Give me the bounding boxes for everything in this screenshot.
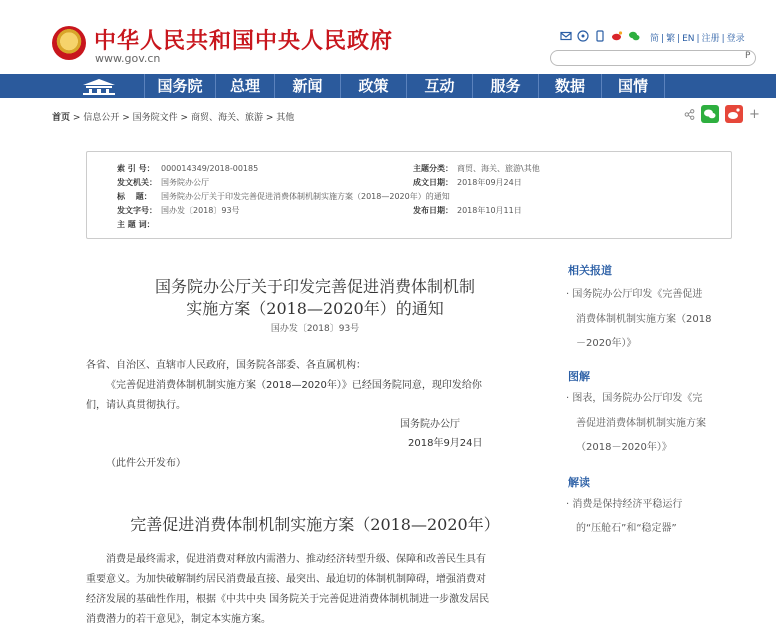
search-input[interactable]: [550, 50, 756, 66]
info-topic-row: [413, 163, 540, 174]
breadcrumb-separator: >: [180, 113, 189, 123]
related-link-line2[interactable]: 消费体制机制实施方案（2018: [576, 314, 712, 325]
breadcrumb-trade-customs-tourism[interactable]: 商贸、海关、旅游: [190, 113, 263, 123]
nav-interaction[interactable]: 互动: [407, 74, 473, 98]
breadcrumb-separator: >: [122, 113, 130, 123]
nav-state-council[interactable]: 国务院: [145, 74, 216, 98]
site-url: www.gov.cn: [95, 52, 161, 65]
mail-icon[interactable]: [560, 30, 572, 42]
paragraph-1-line1: 《完善促进消费体制机制实施方案（2018—2020年）》已经国务院同意，现印发给你: [106, 380, 482, 391]
weibo-icon[interactable]: [611, 30, 623, 42]
notice-title-line1: 国务院办公厅关于印发完善促进消费体制机制: [154, 277, 475, 296]
nav-policy[interactable]: 政策: [341, 74, 407, 98]
mobile-icon[interactable]: [594, 30, 606, 42]
info-topic-label: 主题分类：: [413, 164, 453, 173]
breadcrumb-home[interactable]: 首页: [52, 113, 71, 123]
breadcrumb-state-docs[interactable]: 国务院文件: [132, 113, 178, 123]
interpretation-link-line1[interactable]: · 消费是保持经济平稳运行: [566, 499, 683, 510]
info-issuer-value: 国务院办公厅: [161, 178, 209, 187]
info-issuer-label: 发文机关：: [117, 178, 157, 187]
search-icon[interactable]: P: [745, 51, 751, 61]
breadcrumb-info-public[interactable]: 信息公开: [83, 113, 120, 123]
body-line2: 重要意义。为加快破解制约居民消费最直接、最突出、最迫切的体制机制障碍，增强消费对: [86, 574, 486, 585]
info-index-row: [117, 163, 258, 174]
share-more-plus[interactable]: +: [749, 106, 760, 122]
info-docno-value: 国办发〔2018〕93号: [161, 206, 240, 215]
notice-title-line2: 实施方案（2018—2020年）的通知: [186, 299, 444, 318]
info-published-label: 发布日期：: [413, 206, 453, 215]
share-bar: [684, 105, 760, 123]
nav-data[interactable]: 数据: [539, 74, 602, 98]
info-keywords-row: [117, 219, 161, 230]
rss-icon[interactable]: [577, 30, 589, 42]
breadcrumb-separator: >: [265, 113, 274, 123]
signer: 国务院办公厅: [400, 419, 460, 430]
related-reports-heading: 相关报道: [568, 264, 612, 277]
breadcrumb: [52, 110, 294, 123]
doc-number: 国办发〔2018〕93号: [270, 324, 360, 334]
wechat-icon[interactable]: [628, 30, 640, 42]
graphic-link-line1[interactable]: · 图表，国务院办公厅印发《完: [566, 393, 703, 404]
breadcrumb-separator: >: [72, 113, 81, 123]
info-published-row: [413, 205, 522, 216]
info-title-row: [117, 191, 450, 202]
info-index-value: 000014349/2018-00185: [161, 164, 259, 173]
info-issuer-row: [117, 177, 209, 188]
info-docno-label: 发文字号：: [117, 206, 157, 215]
login-link[interactable]: 登录: [726, 34, 745, 44]
notice-title: [120, 276, 510, 320]
breadcrumb-other[interactable]: 其他: [276, 113, 295, 123]
graphic-link-line3[interactable]: （2018－2020年）》: [576, 442, 672, 453]
salutation: 各省、自治区、直辖市人民政府，国务院各部委、各直属机构：: [86, 360, 366, 371]
share-icon[interactable]: [684, 109, 695, 120]
graphic-link-line2[interactable]: 善促进消费体制机制实施方案: [576, 418, 706, 429]
nav-home-icon[interactable]: [54, 74, 145, 98]
register-link[interactable]: 注册: [701, 34, 720, 44]
sign-date: 2018年9月24日: [408, 438, 483, 449]
info-written-label: 成文日期：: [413, 178, 453, 187]
info-docno-row: [117, 205, 240, 216]
info-keywords-label: 主 题 词：: [117, 220, 155, 229]
graphic-heading: 图解: [568, 370, 590, 383]
english-link[interactable]: EN: [682, 34, 695, 44]
national-emblem-logo[interactable]: [52, 26, 86, 60]
interpretation-link-line2[interactable]: 的“压舱石”和“稳定器”: [576, 523, 677, 534]
plan-title: 完善促进消费体制机制实施方案（2018—2020年）: [130, 515, 500, 534]
paragraph-1-line2: 们，请认真贯彻执行。: [86, 400, 186, 411]
body-line4: 消费潜力的若干意见》，制定本实施方案。: [86, 614, 271, 625]
main-nav: [0, 74, 776, 98]
related-link-line1[interactable]: · 国务院办公厅印发《完善促进: [566, 289, 703, 300]
info-title-value: 国务院办公厅关于印发完善促进消费体制机制实施方案（2018—2020年）的通知: [161, 192, 450, 201]
interpretation-heading: 解读: [568, 476, 590, 489]
related-link-line3[interactable]: －2020年）》: [576, 338, 637, 349]
info-index-label: 索 引 号：: [117, 164, 155, 173]
info-topic-value: 商贸、海关、旅游\其他: [457, 164, 540, 173]
simplified-link[interactable]: 简: [650, 34, 660, 44]
info-published-value: 2018年10月11日: [457, 206, 522, 215]
document-info-box: [86, 151, 732, 239]
body-line1: 消费是最终需求，促进消费对释放内需潜力、推动经济转型升级、保障和改善民生具有: [106, 554, 486, 565]
top-links: 简 | 繁 | EN | 注册 | 登录: [650, 34, 745, 44]
traditional-link[interactable]: 繁: [666, 34, 676, 44]
wechat-share-icon[interactable]: [701, 105, 719, 123]
info-written-value: 2018年09月24日: [457, 178, 522, 187]
publish-note: （此件公开发布）: [106, 458, 186, 469]
nav-services[interactable]: 服务: [473, 74, 539, 98]
info-title-label: 标 题：: [117, 192, 152, 201]
nav-premier[interactable]: 总理: [216, 74, 275, 98]
info-written-row: [413, 177, 522, 188]
weibo-share-icon[interactable]: [725, 105, 743, 123]
body-line3: 经济发展的基础性作用，根据《中共中央 国务院关于完善促进消费体制机制进一步激发居民: [86, 594, 490, 605]
nav-news[interactable]: 新闻: [275, 74, 341, 98]
nav-national-info[interactable]: 国情: [602, 74, 665, 98]
site-title[interactable]: 中华人民共和国中央人民政府: [94, 29, 394, 54]
top-icon-bar: [560, 30, 640, 42]
